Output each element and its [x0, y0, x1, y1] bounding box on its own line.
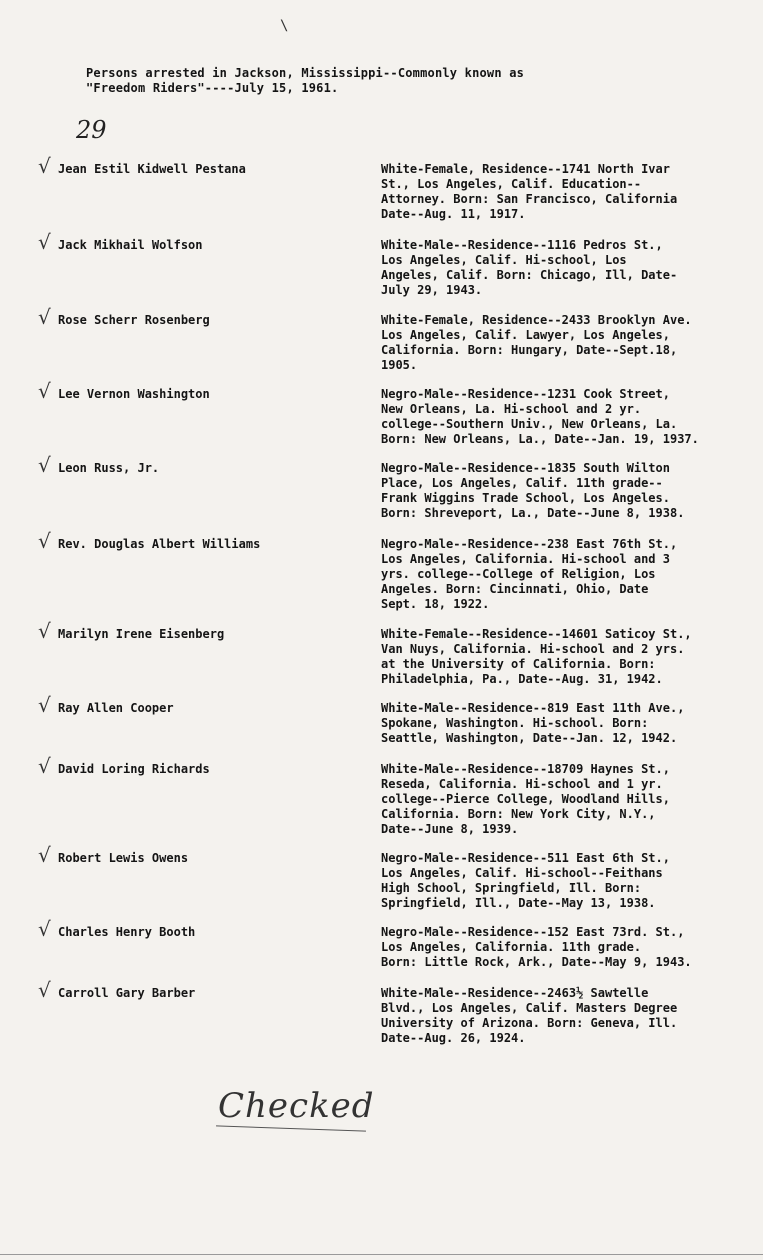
check-mark-icon: √ [38, 917, 51, 941]
check-mark-icon: √ [38, 379, 51, 403]
person-name: Robert Lewis Owens [58, 851, 189, 865]
check-mark-icon: √ [38, 154, 51, 178]
person-details: White-Male--Residence--1116 Pedros St., Los Angeles, Calif. Hi-school, Los Angeles, Calif. Born: Chicago, Ill, Date- July 29, 1943. [381, 238, 678, 297]
person-name: Leon Russ, Jr. [58, 461, 160, 475]
person-name: Ray Allen Cooper [58, 701, 174, 715]
check-mark-icon: √ [38, 843, 51, 867]
check-mark-icon: √ [38, 693, 51, 717]
check-mark-icon: √ [38, 529, 51, 553]
person-details: White-Female, Residence--2433 Brooklyn Ave. Los Angeles, Calif. Lawyer, Los Angeles, California. Born: Hungary, Date--Sept.18, 1905. [381, 313, 692, 372]
stray-mark: \ [280, 18, 289, 34]
check-mark-icon: √ [38, 453, 51, 477]
document-header [86, 66, 686, 96]
person-name: Carroll Gary Barber [58, 986, 196, 1000]
person-details: Negro-Male--Residence--238 East 76th St., Los Angeles, California. Hi-school and 3 yrs. college--College of Religion, Los Angeles. Born: Cincinnati, Ohio, Date Sept. 18, 1922. [381, 537, 678, 611]
person-name: Jack Mikhail Wolfson [58, 238, 203, 252]
person-details: Negro-Male--Residence--1231 Cook Street, New Orleans, La. Hi-school and 2 yr. college--Southern Univ., New Orleans, La. Born: New Orleans, La., Date--Jan. 19, 1937. [381, 387, 699, 446]
person-details: Negro-Male--Residence--152 East 73rd. St., Los Angeles, California. 11th grade. Born: Little Rock, Ark., Date--May 9, 1943. [381, 925, 692, 969]
person-details: White-Male--Residence--819 East 11th Ave., Spokane, Washington. Hi-school. Born: Seattle, Washington, Date--Jan. 12, 1942. [381, 701, 685, 745]
person-details: White-Female--Residence--14601 Saticoy St., Van Nuys, California. Hi-school and 2 yrs. at the University of California. Born: Philadelphia, Pa., Date--Aug. 31, 1942. [381, 627, 692, 686]
person-details: White-Female, Residence--1741 North Ivar St., Los Angeles, Calif. Education-- Attorney. Born: San Francisco, California Date--Aug. 11, 1917. [381, 162, 678, 221]
person-name: Jean Estil Kidwell Pestana [58, 162, 246, 176]
check-mark-icon: √ [38, 978, 51, 1002]
header-line-1: Persons arrested in Jackson, Mississippi--Commonly known as [86, 66, 525, 80]
header-line-2: "Freedom Riders"----July 15, 1961. [86, 81, 339, 95]
person-details: Negro-Male--Residence--511 East 6th St., Los Angeles, Calif. Hi-school--Feithans High School, Springfield, Ill. Born: Springfield, Ill., Date--May 13, 1938. [381, 851, 670, 910]
handwritten-signature: Checked [218, 1086, 375, 1126]
check-mark-icon: √ [38, 754, 51, 778]
check-mark-icon: √ [38, 619, 51, 643]
signature-underline [216, 1125, 366, 1131]
person-details: Negro-Male--Residence--1835 South Wilton Place, Los Angeles, Calif. 11th grade-- Frank Wiggins Trade School, Los Angeles. Born: Shreveport, La., Date--June 8, 1938. [381, 461, 685, 520]
person-name: Lee Vernon Washington [58, 387, 210, 401]
person-name: Rev. Douglas Albert Williams [58, 537, 261, 551]
check-mark-icon: √ [38, 230, 51, 254]
person-name: Marilyn Irene Eisenberg [58, 627, 225, 641]
person-details: White-Male--Residence--18709 Haynes St., Reseda, California. Hi-school and 1 yr. college--Pierce College, Woodland Hills, California. Born: New York City, N.Y., Date--June 8, 1939. [381, 762, 670, 836]
person-name: Rose Scherr Rosenberg [58, 313, 210, 327]
person-name: David Loring Richards [58, 762, 210, 776]
page-edge-divider [0, 1254, 763, 1255]
person-name: Charles Henry Booth [58, 925, 196, 939]
person-details: White-Male--Residence--2463½ Sawtelle Blvd., Los Angeles, Calif. Masters Degree University of Arizona. Born: Geneva, Ill. Date--Aug. 26, 1924. [381, 986, 678, 1045]
page-number: 29 [76, 116, 107, 144]
check-mark-icon: √ [38, 305, 51, 329]
